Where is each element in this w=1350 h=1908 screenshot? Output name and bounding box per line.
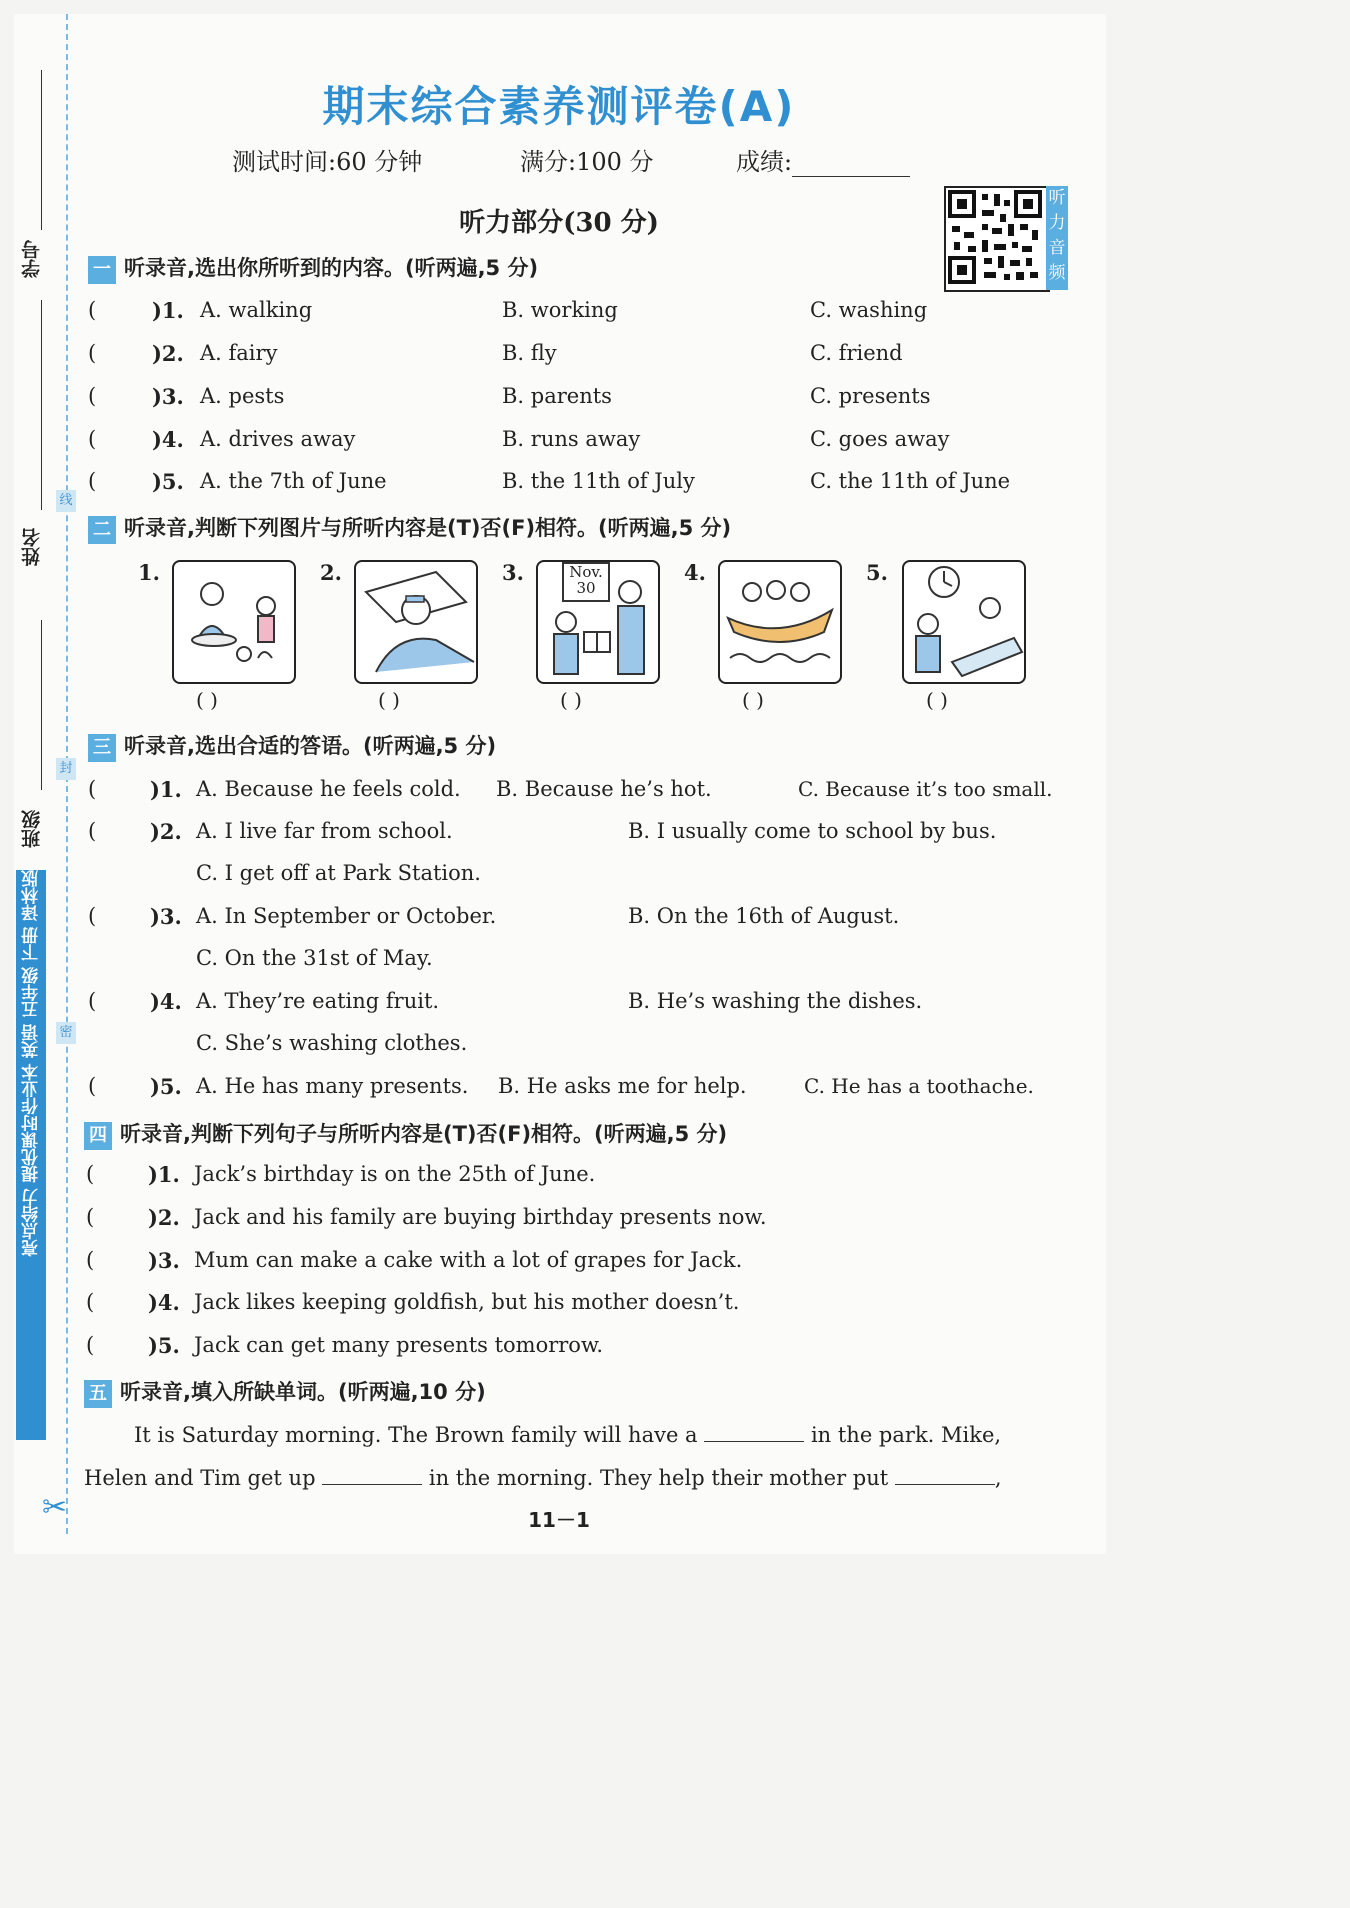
page-title: 期末综合素养测评卷(A) [322,82,796,131]
picture-1-number: 1. [138,560,160,585]
name-line [41,620,42,790]
cooking-scene-icon [174,562,294,682]
s3-q2-a: A. I live far from school. [196,819,453,843]
picture-4-answer[interactable]: ( ) [742,688,764,712]
qr-code-icon [946,188,1044,286]
qr-code[interactable] [944,186,1050,292]
s3-q1-c: C. Because it’s too small. [798,777,1053,801]
s3-q1-paren[interactable]: ( [88,777,97,801]
s5-line-1-end: in the park. Mike, [810,1423,1002,1447]
section-4-number: 四 [84,1122,112,1150]
s1-q4-paren[interactable]: ( [88,427,97,451]
test-time: 测试时间:60 分钟 [232,148,423,176]
section-5-heading [84,1376,486,1408]
s5-line-2-end: , [994,1466,1002,1490]
s4-q1-paren[interactable]: ( [86,1162,95,1186]
grade-blank[interactable] [792,152,910,177]
section-3-title: 听录音,选出合适的答语。(听两遍,5 分) [124,734,497,758]
s5-blank-1[interactable] [704,1421,804,1442]
s4-q5-num: )5. [148,1333,180,1358]
s3-q1-num: )1. [150,777,182,802]
calendar-month: Nov. [569,563,603,581]
s3-q3-num: )3. [150,904,182,929]
s4-q5-paren[interactable]: ( [86,1333,95,1357]
student-id-label: 学号 [21,240,43,278]
s3-q5-num: )5. [150,1074,182,1099]
s5-line-2 [84,1464,1002,1490]
s5-line-1-start: It is Saturday morning. The Brown family will have a [134,1423,698,1447]
picture-3-birthday-gift [536,560,660,684]
grade-label: 成绩: [736,148,793,176]
s3-q3-a: A. In September or October. [196,904,497,928]
s5-line-2-middle: in the morning. They help their mother put [428,1466,889,1490]
s3-q4-num: )4. [150,989,182,1014]
s3-q2-b: B. I usually come to school by bus. [628,819,997,843]
s3-q5-paren[interactable]: ( [88,1074,97,1098]
s5-line-1 [134,1421,1001,1447]
name-label: 姓名 [21,528,43,566]
s1-q4-c: C. goes away [810,427,950,451]
s1-q3-b: B. parents [502,384,612,408]
s1-q5-b: B. the 11th of July [502,469,695,493]
picture-5-dinner [902,560,1026,684]
section-5-number: 五 [84,1380,112,1408]
s1-q5-a: A. the 7th of June [200,469,387,493]
s4-q3-paren[interactable]: ( [86,1248,95,1272]
full-score: 满分:100 分 [520,148,654,176]
s1-q1-num: )1. [152,298,184,323]
s1-q2-b: B. fly [502,341,557,365]
s4-q4-text: Jack likes keeping goldfish, but his mother doesn’t. [194,1290,740,1314]
s1-q5-num: )5. [152,469,184,494]
page-number: 11－1 [528,1508,590,1532]
s1-q4-num: )4. [152,427,184,452]
s1-q5-paren[interactable]: ( [88,469,97,493]
class-label: 班级 [21,810,43,848]
s4-q2-num: )2. [148,1205,180,1230]
s1-q2-paren[interactable]: ( [88,341,97,365]
picture-4-number: 4. [684,560,706,585]
section-1-title: 听录音,选出你所听到的内容。(听两遍,5 分) [124,256,539,280]
picture-3-answer[interactable]: ( ) [560,688,582,712]
s5-blank-2[interactable] [322,1464,422,1485]
s3-q1-a: A. Because he feels cold. [196,777,461,801]
s1-q1-a: A. walking [200,298,313,322]
s1-q1-c: C. washing [810,298,928,322]
cut-tag-close: 密 [56,1022,76,1044]
section-2-heading [88,512,731,544]
picture-1-answer[interactable]: ( ) [196,688,218,712]
s5-line-2-start: Helen and Tim get up [84,1466,316,1490]
s1-q3-paren[interactable]: ( [88,384,97,408]
qr-audio-tab[interactable]: 听力音频 [1046,186,1068,290]
s4-q2-text: Jack and his family are buying birthday presents now. [194,1205,767,1229]
s4-q3-text: Mum can make a cake with a lot of grapes for Jack. [194,1248,743,1272]
section-4-heading [84,1118,727,1150]
section-1-heading [88,252,538,284]
section-3-number: 三 [88,734,116,762]
sick-in-bed-icon [356,562,476,682]
s1-q2-a: A. fairy [200,341,278,365]
s4-q4-paren[interactable]: ( [86,1290,95,1314]
section-1-number: 一 [88,256,116,284]
s4-q1-text: Jack’s birthday is on the 25th of June. [194,1162,596,1186]
cut-tag-line: 线 [56,490,76,512]
s4-q4-num: )4. [148,1290,180,1315]
s1-q2-c: C. friend [810,341,903,365]
s1-q3-num: )3. [152,384,184,409]
s1-q1-paren[interactable]: ( [88,298,97,322]
section-2-title: 听录音,判断下列图片与所听内容是(T)否(F)相符。(听两遍,5 分) [124,516,732,540]
s4-q5-text: Jack can get many presents tomorrow. [194,1333,604,1357]
calendar-icon [562,562,610,602]
s3-q5-a: A. He has many presents. [196,1074,469,1098]
s1-q4-a: A. drives away [200,427,356,451]
s4-q1-num: )1. [148,1162,180,1187]
section-5-title: 听录音,填入所缺单词。(听两遍,10 分) [120,1380,486,1404]
brand-strip [16,870,46,1440]
s3-q2-num: )2. [150,819,182,844]
section-3-heading [88,730,496,762]
part-title: 听力部分(30 分) [459,208,659,238]
s5-blank-3[interactable] [895,1464,995,1485]
s3-q4-b: B. He’s washing the dishes. [628,989,923,1013]
s3-q4-c: C. She’s washing clothes. [196,1031,468,1055]
name-line-top [41,300,42,510]
s3-q3-paren[interactable]: ( [88,904,97,928]
s3-q3-c: C. On the 31st of May. [196,946,433,970]
calendar-day: 30 [576,579,596,597]
s1-q4-b: B. runs away [502,427,641,451]
s3-q4-a: A. They’re eating fruit. [196,989,440,1013]
s3-q3-b: B. On the 16th of August. [628,904,900,928]
picture-4-dragon-boat [718,560,842,684]
s4-q2-paren[interactable]: ( [86,1205,95,1229]
s3-q2-paren[interactable]: ( [88,819,97,843]
s1-q3-a: A. pests [200,384,285,408]
s1-q2-num: )2. [152,341,184,366]
s3-q2-c: C. I get off at Park Station. [196,861,481,885]
s3-q5-b: B. He asks me for help. [498,1074,747,1098]
s3-q5-c: C. He has a toothache. [804,1074,1034,1098]
section-2-number: 二 [88,516,116,544]
grade-field [736,142,910,177]
brand-text: 亮点给力 提优课时作业本 英语 五年级 下册 译林版 [21,870,42,1257]
scissors-icon: ✂ [42,1490,68,1525]
dinner-clock-icon [904,562,1024,682]
s1-q5-c: C. the 11th of June [810,469,1011,493]
picture-2-answer[interactable]: ( ) [378,688,400,712]
s3-q1-b: B. Because he’s hot. [496,777,712,801]
s3-q4-paren[interactable]: ( [88,989,97,1013]
cut-tag-seal: 封 [56,758,76,780]
picture-2-number: 2. [320,560,342,585]
picture-2-sick-boy [354,560,478,684]
picture-5-number: 5. [866,560,888,585]
s1-q1-b: B. working [502,298,618,322]
section-4-title: 听录音,判断下列句子与所听内容是(T)否(F)相符。(听两遍,5 分) [120,1122,728,1146]
s1-q3-c: C. presents [810,384,931,408]
dragon-boat-icon [720,562,840,682]
s4-q3-num: )3. [148,1248,180,1273]
picture-3-number: 3. [502,560,524,585]
picture-5-answer[interactable]: ( ) [926,688,948,712]
picture-1-cooking [172,560,296,684]
